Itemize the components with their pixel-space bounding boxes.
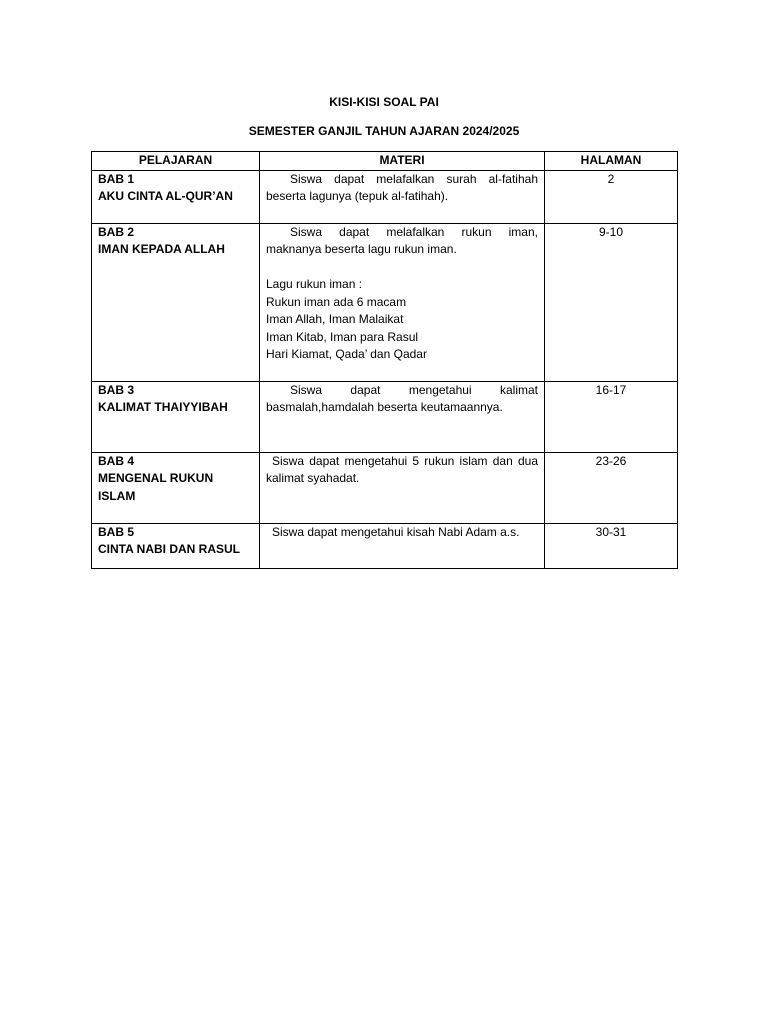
halaman-cell: 23-26: [545, 452, 678, 523]
table-header-row: [92, 152, 678, 171]
bab-number: BAB 1: [98, 171, 135, 186]
header-halaman: HALAMAN: [545, 152, 678, 171]
header-materi: MATERI: [260, 152, 545, 171]
materi-text: Siswa dapat mengetahui 5 rukun islam dan dua kalimat syahadat.: [266, 453, 538, 485]
materi-cell: [260, 170, 545, 223]
lagu-line: Iman Kitab, Iman para Rasul: [266, 329, 419, 344]
bab-number: BAB 2: [98, 224, 135, 239]
pelajaran-cell: [92, 170, 260, 223]
materi-cell: [260, 452, 545, 523]
bab-title: MENGENAL RUKUN ISLAM: [98, 471, 214, 503]
lagu-line: Lagu rukun iman :: [266, 277, 363, 291]
bab-title: AKU CINTA AL-QUR’AN: [98, 189, 233, 203]
lagu-line: Iman Allah, Iman Malaikat: [266, 312, 404, 326]
materi-text: Siswa dapat mengetahui kalimat basmalah,hamdalah beserta keutamaannya.: [266, 382, 538, 414]
bab-title: CINTA NABI DAN RASUL: [98, 542, 240, 556]
kisi-kisi-table: [91, 151, 678, 569]
table-row: [92, 452, 678, 523]
materi-cell: [260, 523, 545, 568]
bab-number: BAB 5: [98, 524, 135, 539]
table-row: [92, 223, 678, 381]
document-subtitle: SEMESTER GANJIL TAHUN AJARAN 2024/2025: [248, 124, 520, 138]
materi-text: Siswa dapat mengetahui kisah Nabi Adam a.s.: [272, 524, 520, 539]
halaman-cell: 30-31: [545, 523, 678, 568]
pelajaran-cell: [92, 381, 260, 452]
materi-cell: [260, 381, 545, 452]
lagu-line: Hari Kiamat, Qada’ dan Qadar: [266, 347, 427, 361]
header-pelajaran: PELAJARAN: [92, 152, 260, 171]
materi-text: Siswa dapat melafalkan rukun iman, maknanya beserta lagu rukun iman.: [266, 224, 538, 256]
bab-title: IMAN KEPADA ALLAH: [98, 242, 225, 256]
table-row: [92, 381, 678, 452]
bab-number: BAB 4: [98, 453, 135, 468]
pelajaran-cell: [92, 523, 260, 568]
materi-cell: [260, 223, 545, 381]
document-title: KISI-KISI SOAL PAI: [329, 95, 439, 109]
pelajaran-cell: [92, 223, 260, 381]
halaman-cell: 16-17: [545, 381, 678, 452]
bab-title: KALIMAT THAIYYIBAH: [98, 400, 228, 414]
table-row: [92, 523, 678, 568]
table-row: [92, 170, 678, 223]
lagu-line: Rukun iman ada 6 macam: [266, 294, 407, 309]
materi-text: Siswa dapat melafalkan surah al-fatihah beserta lagunya (tepuk al-fatihah).: [266, 171, 538, 203]
halaman-cell: 2: [545, 170, 678, 223]
pelajaran-cell: [92, 452, 260, 523]
halaman-cell: 9-10: [545, 223, 678, 381]
bab-number: BAB 3: [98, 382, 135, 397]
